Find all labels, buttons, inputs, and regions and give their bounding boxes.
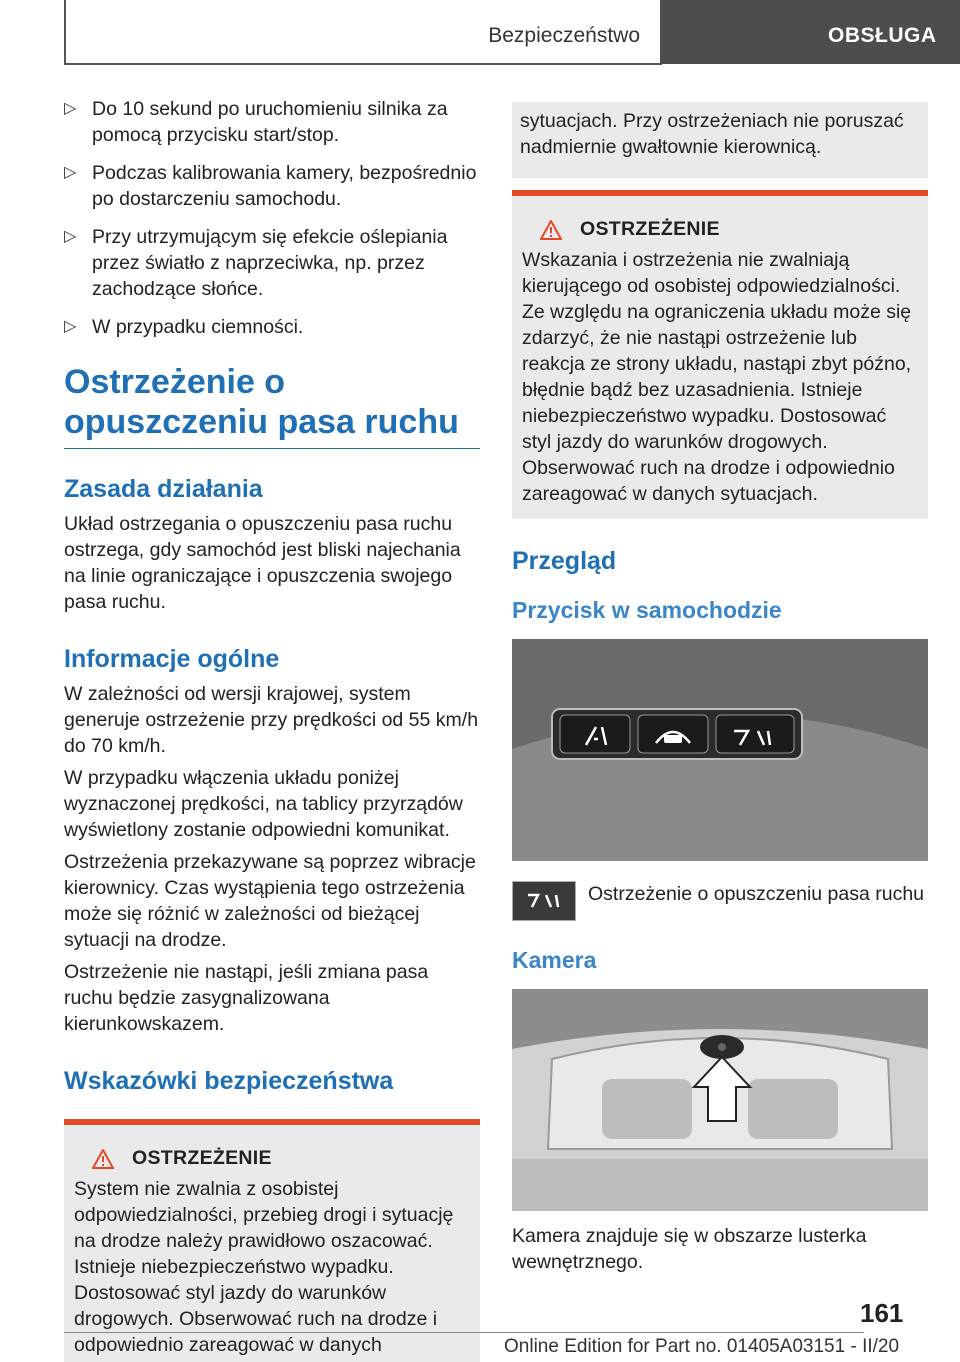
warning-text: Wskazania i ostrzeżenia nie zwalniają kierującego od osobistej odpowiedzialności. Ze względu na ograniczenia układu może się zdarzyć, że nie nastąpi ostrzeżenie lub reakcja ze strony układu, nastąpi zbyt późno, błędnie bądź bez uzasadnienia. Istnieje niebezpieczeństwo wypadku. Dostosować styl jazdy do warunków drogowych. Obserwować ruch na drodze i odpowiednio zareagować w danych sytuacjach. — [522, 249, 912, 505]
section-heading-przeglad: Przegląd — [512, 547, 617, 575]
camera-illustration — [512, 989, 928, 1211]
button-panel-illustration — [512, 639, 928, 861]
triangle-bullet-icon: ▷ — [64, 164, 77, 181]
warning-triangle-icon — [92, 1149, 114, 1169]
list-item: ▷ W przypadku ciemności. — [64, 316, 304, 338]
button-caption — [512, 881, 928, 921]
right-column — [512, 102, 928, 1275]
kamera-text: Kamera znajduje się w obszarze lusterka wewnętrznego. — [512, 1225, 867, 1273]
informacje-paragraph: Ostrzeżenie nie nastąpi, jeśli zmiana pasa ruchu będzie zasygnalizowana kierunkowskazem. — [64, 961, 429, 1035]
warning-title: OSTRZEŻENIE — [522, 218, 918, 241]
warning-continuation: sytuacjach. Przy ostrzeżeniach nie poruszać nadmiernie gwałtownie kierownicą. — [512, 102, 928, 178]
list-item: ▷ Podczas kalibrowania kamery, bezpośrednio po dostarczeniu samochodu. — [64, 162, 477, 210]
warning-title: OSTRZEŻENIE — [74, 1147, 470, 1170]
left-column — [64, 96, 480, 1362]
triangle-bullet-icon: ▷ — [64, 228, 77, 245]
warning-triangle-icon — [540, 220, 562, 240]
button-caption-text: Ostrzeżenie o opuszczeniu pasa ruchu — [588, 883, 925, 905]
header-rule-horizontal — [64, 63, 662, 65]
list-item: ▷ Do 10 sekund po uruchomieniu silnika za pomocą przycisku start/stop. — [64, 98, 448, 146]
informacje-paragraph: W przypadku włączenia układu poniżej wyznaczonej prędkości, na tablicy przyrządów wyświetlony zostanie odpowiedni komunikat. — [64, 767, 463, 841]
triangle-bullet-icon: ▷ — [64, 100, 77, 117]
informacje-paragraph: Ostrzeżenia przekazywane są poprzez wibracje kierownicy. Czas wystąpienia tego ostrzeżenia może się różnić w zależności od bieżącej sytuacji na drodze. — [64, 851, 476, 951]
warning-box — [512, 190, 928, 519]
section-heading-informacje: Informacje ogólne — [64, 645, 280, 673]
subsection-heading-kamera: Kamera — [512, 947, 597, 973]
page-number: 161 — [860, 1298, 904, 1328]
warning-box — [64, 1119, 480, 1362]
footer-edition: Online Edition for Part no. 01405A03151 - II/20 — [504, 1336, 900, 1357]
lane-departure-warning-icon — [512, 881, 576, 921]
triangle-bullet-icon: ▷ — [64, 318, 77, 335]
section-heading-zasada: Zasada działania — [64, 475, 263, 503]
section-heading-wskazowki: Wskazówki bezpieczeństwa — [64, 1067, 394, 1095]
camera-location-photo — [512, 989, 928, 1211]
informacje-paragraph: W zależności od wersji krajowej, system generuje ostrzeżenie przy prędkości od 55 km/h do 70 km/h. — [64, 683, 479, 757]
header-chapter-tab: OBSŁUGA — [660, 0, 960, 64]
subsection-heading-przycisk: Przycisk w samochodzie — [512, 597, 782, 623]
footer-rule — [64, 1332, 864, 1333]
list-item: ▷ Przy utrzymującym się efekcie oślepiania przez światło z naprzeciwka, np. przez zachodzące słońce. — [64, 226, 448, 300]
button-panel-photo — [512, 639, 928, 861]
header-section-title: Bezpieczeństwo — [488, 24, 640, 47]
warning-text: System nie zwalnia z osobistej odpowiedzialności, przebieg drogi i sytuację na drodze należy prawidłowo oszacować. Istnieje niebezpieczeństwo wypadku. Dostosować styl jazdy do warunków drogowych. Obserwować ruch na drodze i odpowiednio zareagować w danych — [74, 1178, 454, 1356]
condition-list — [64, 96, 480, 340]
zasada-text: Układ ostrzegania o opuszczeniu pasa ruchu ostrzega, gdy samochód jest bliski najechania na linie ograniczające i opuszczenia swojego pasa ruchu. — [64, 513, 461, 613]
chapter-title: Ostrzeżenie o opuszczeniu pasa ruchu — [64, 362, 480, 449]
header-rule-vertical — [64, 0, 66, 64]
